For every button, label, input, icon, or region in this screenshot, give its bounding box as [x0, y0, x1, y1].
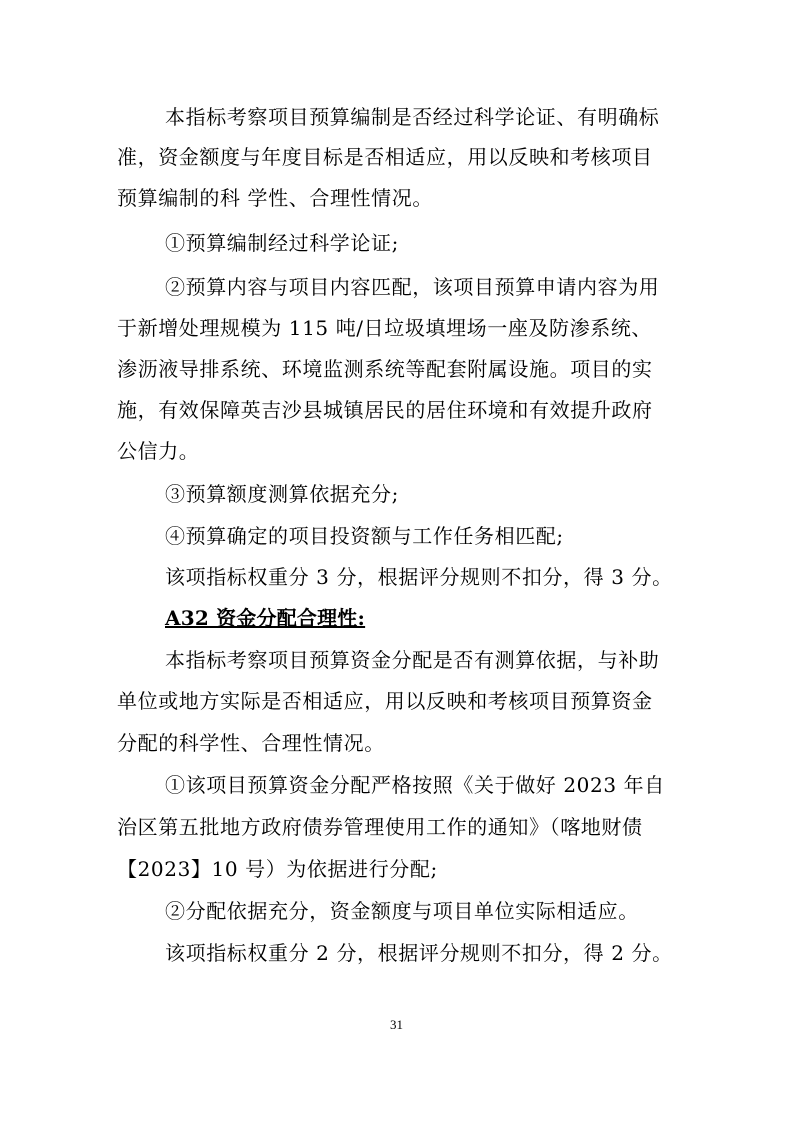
- paragraph-line: 该项指标权重分 3 分，根据评分规则不扣分，得 3 分。: [165, 565, 673, 589]
- paragraph-line: ①预算编制经过科学论证;: [165, 231, 399, 255]
- paragraph-line: ③预算额度测算依据充分;: [165, 482, 399, 506]
- page-number: 31: [390, 1017, 403, 1032]
- section-heading: A32 资金分配合理性:: [165, 606, 366, 630]
- paragraph-line: ②分配依据充分，资金额度与项目单位实际相适应。: [165, 899, 639, 923]
- paragraph-line: ①该项目预算资金分配严格按照《关于做好 2023 年自: [165, 773, 665, 797]
- paragraph-line: 该项指标权重分 2 分，根据评分规则不扣分，得 2 分。: [165, 941, 673, 965]
- paragraph-line: 分配的科学性、合理性情况。: [117, 731, 385, 755]
- paragraph-line: 渗沥液导排系统、环境监测系统等配套附属设施。项目的实: [117, 357, 653, 381]
- paragraph-line: ④预算确定的项目投资额与工作任务相匹配;: [165, 524, 564, 548]
- paragraph-line: 预算编制的科 学性、合理性情况。: [117, 186, 433, 210]
- paragraph-line: 治区第五批地方政府债券管理使用工作的通知》（喀地财债: [117, 815, 643, 839]
- paragraph-line: 施，有效保障英吉沙县城镇居民的居住环境和有效提升政府: [117, 398, 653, 422]
- paragraph-line: 单位或地方实际是否相适应，用以反映和考核项目预算资金: [117, 689, 653, 713]
- paragraph-line: 公信力。: [117, 439, 200, 463]
- paragraph-line: 本指标考察项目预算编制是否经过科学论证、有明确标: [165, 105, 660, 129]
- paragraph-line: 【2023】10 号）为依据进行分配;: [117, 857, 438, 881]
- paragraph-line: 于新增处理规模为 115 吨/日垃圾填埋场一座及防渗系统、: [117, 316, 653, 340]
- paragraph-line: ②预算内容与项目内容匹配，该项目预算申请内容为用: [165, 275, 660, 299]
- paragraph-line: 本指标考察项目预算资金分配是否有测算依据，与补助: [165, 648, 660, 672]
- paragraph-line: 准，资金额度与年度目标是否相适应，用以反映和考核项目: [117, 145, 653, 169]
